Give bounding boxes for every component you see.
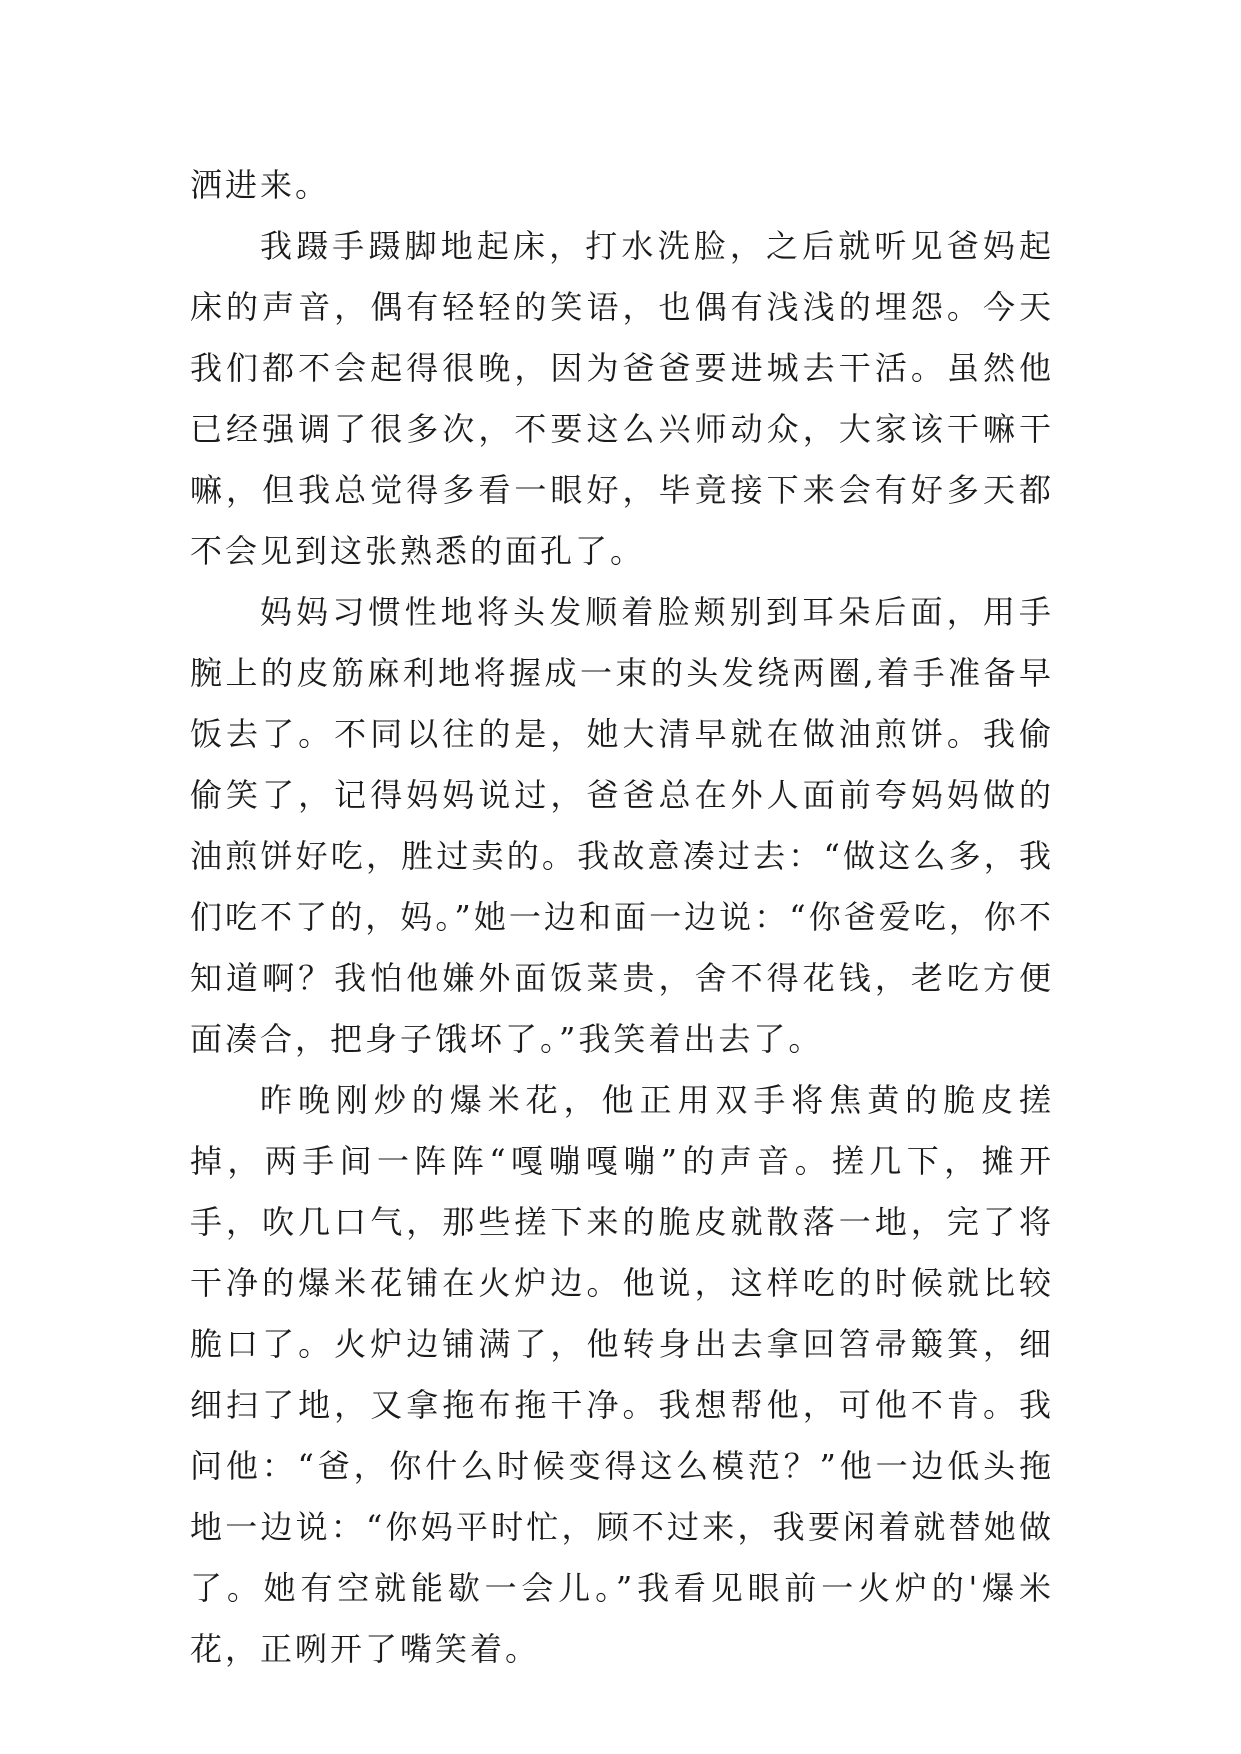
paragraph-2: 我蹑手蹑脚地起床，打水洗脸，之后就听见爸妈起床的声音，偶有轻轻的笑语，也偶有浅浅的埋怨。今天我们都不会起得很晚，因为爸爸要进城去干活。虽然他已经强调了很多次，不要这么兴师动众，大家该干嘛干嘛，但我总觉得多看一眼好，毕竟接下来会有好多天都不会见到这张熟悉的面孔了。 — [190, 227, 1054, 570]
body-text — [190, 155, 1054, 1680]
paragraph-3: 妈妈习惯性地将头发顺着脸颊别到耳朵后面，用手腕上的皮筋麻利地将握成一束的头发绕两圈,着手准备早饭去了。不同以往的是，她大清早就在做油煎饼。我偷偷笑了，记得妈妈说过，爸爸总在外人面前夸妈妈做的油煎饼好吃，胜过卖的。我故意凑过去：“做这么多，我们吃不了的，妈。”她一边和面一边说：“你爸爱吃，你不知道啊？我怕他嫌外面饭菜贵，舍不得花钱，老吃方便面凑合，把身子饿坏了。”我笑着出去了。 — [190, 593, 1054, 1058]
paragraph-4: 昨晚刚炒的爆米花，他正用双手将焦黄的脆皮搓掉，两手间一阵阵“嘎嘣嘎嘣”的声音。搓几下，摊开手，吹几口气，那些搓下来的脆皮就散落一地，完了将干净的爆米花铺在火炉边。他说，这样吃的时候就比较脆口了。火炉边铺满了，他转身出去拿回笤帚簸箕，细细扫了地，又拿拖布拖干净。我想帮他，可他不肯。我问他：“爸，你什么时候变得这么模范？”他一边低头拖地一边说：“你妈平时忙，顾不过来，我要闲着就替她做了。她有空就能歇一会儿。”我看见眼前一火炉的'爆米花，正咧开了嘴笑着。 — [190, 1081, 1054, 1668]
paragraph-1: 洒进来。 — [190, 166, 331, 204]
